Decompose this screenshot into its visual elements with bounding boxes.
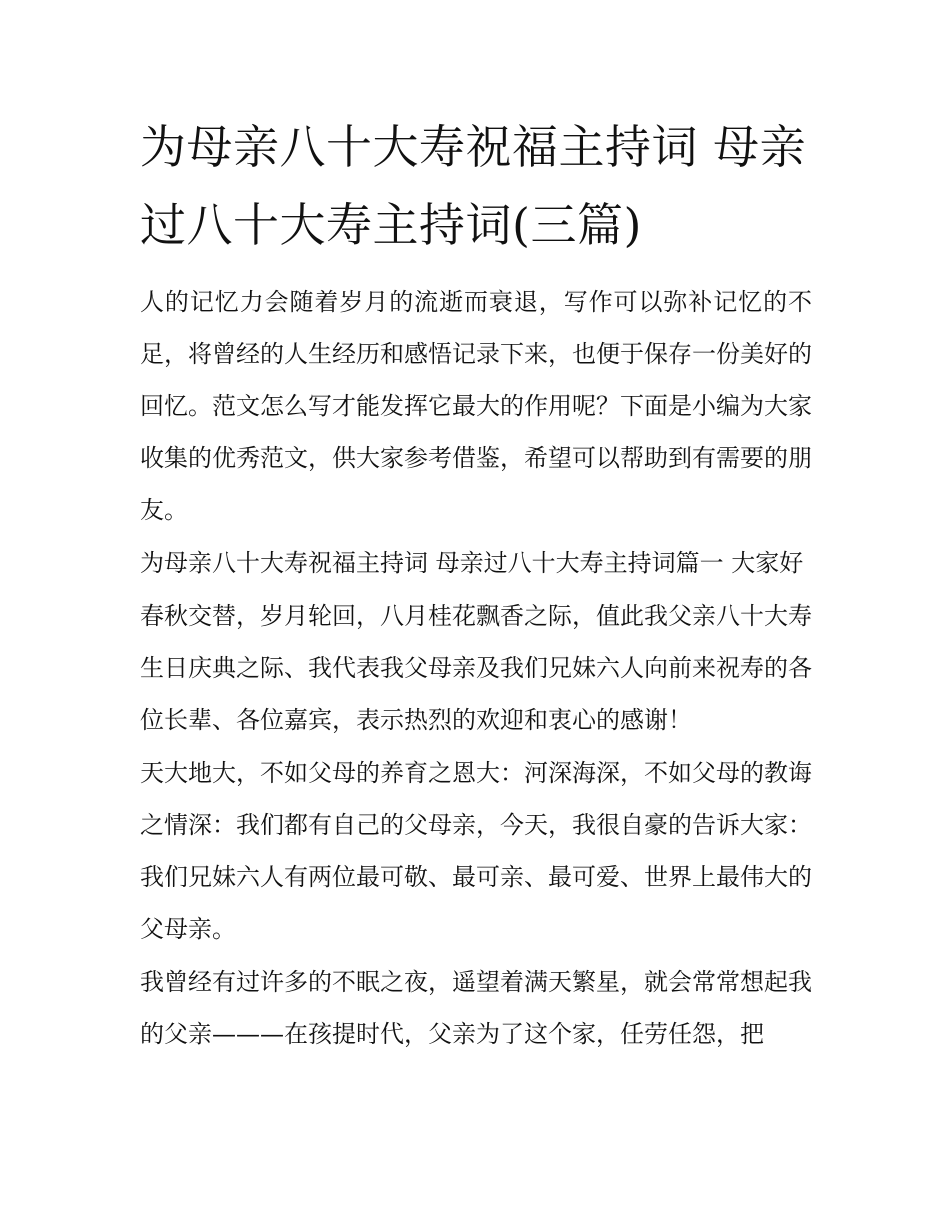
intro-paragraph: 人的记忆力会随着岁月的流逝而衰退，写作可以弥补记忆的不足，将曾经的人生经历和感悟记录下来，也便于保存一份美好的回忆。范文怎么写才能发挥它最大的作用呢？下面是小编为大家收集的优秀范文，供大家参考借鉴，希望可以帮助到有需要的朋友。 (140, 288, 812, 524)
body-paragraph: 春秋交替，岁月轮回，八月桂花飘香之际，值此我父亲八十大寿生日庆典之际、我代表我父母亲及我们兄妹六人向前来祝寿的各位长辈、各位嘉宾，表示热烈的欢迎和衷心的感谢！ (140, 602, 812, 734)
document-page (140, 108, 812, 1060)
section-heading-paragraph: 为母亲八十大寿祝福主持词 母亲过八十大寿主持词篇一 大家好 (140, 549, 804, 577)
body-paragraph: 我曾经有过许多的不眠之夜，遥望着满天繁星，就会常常想起我的父亲———在孩提时代，父亲为了这个家，任劳任怨，把 (140, 968, 812, 1048)
document-title: 为母亲八十大寿祝福主持词 母亲过八十大寿主持词(三篇) (140, 120, 807, 252)
body-paragraph: 天大地大，不如父母的养育之恩大：河深海深，不如父母的教诲之情深：我们都有自己的父母亲，今天，我很自豪的告诉大家：我们兄妹六人有两位最可敬、最可亲、最可爱、世界上最伟大的父母亲。 (140, 759, 812, 943)
